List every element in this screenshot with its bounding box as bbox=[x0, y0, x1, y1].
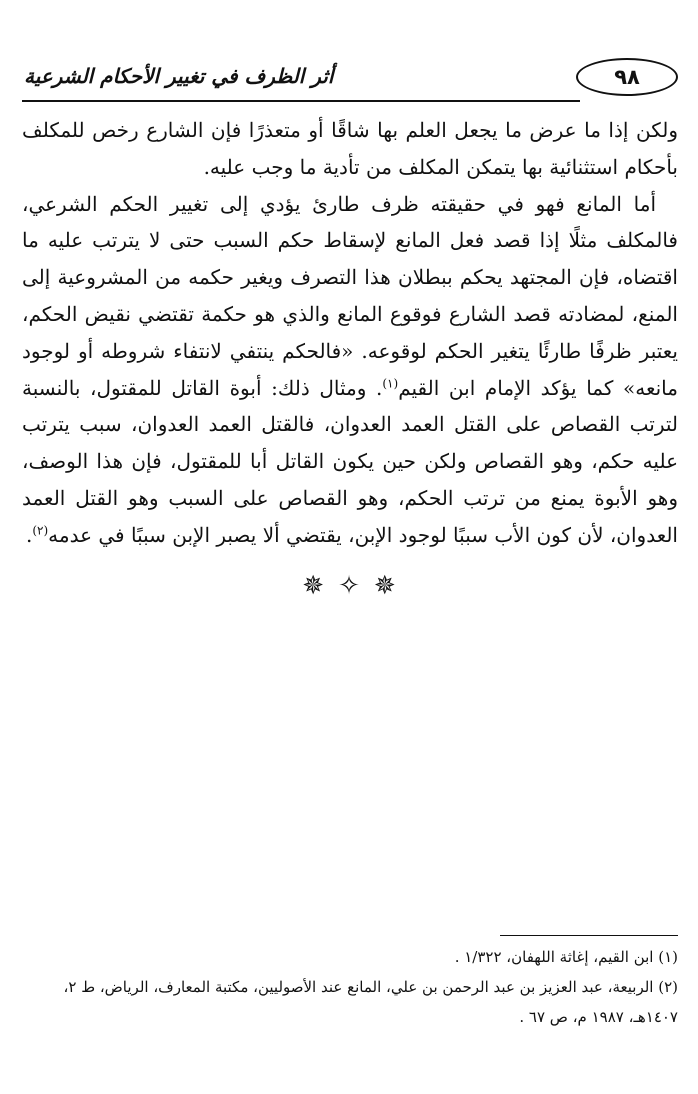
star-ornament-icon: ✵ bbox=[373, 571, 396, 601]
star-ornament-icon: ✧ bbox=[338, 571, 360, 601]
page-number: ٩٨ bbox=[576, 58, 678, 96]
footnote-rule bbox=[500, 935, 678, 936]
paragraph-obstacle bbox=[22, 186, 678, 554]
star-ornament-icon: ✵ bbox=[302, 571, 325, 601]
footnote-ref-2[interactable]: (٢) bbox=[32, 523, 49, 538]
paragraph-continuation bbox=[22, 112, 678, 186]
section-divider-ornaments bbox=[0, 572, 698, 600]
footnote-1: (١) ابن القيم، إغاثة اللهفان، ١/٣٢٢ . bbox=[454, 948, 678, 966]
body-line-2: بأحكام استثنائية بها يتمكن المكلف من تأدية ما وجب عليه. bbox=[203, 154, 678, 179]
paragraph-text: . ومثال ذلك: أبوة القاتل للمقتول، بالنسبة لترتب القصاص على القتل العمد العدوان، فالقتل العمد العدوان، سبب يترتب عليه حكم، وهو القصاص ولكن حين يكون القاتل أبا للمقتول، فإن هذا الوصف، وهو الأبوة يمنع من ترتب الحكم، وهو القصاص على السبب وهو القتل العمد العدوان، لأن كون الأب سببًا لوجود الإبن، يقتضي ألا يصبر الإبن سببًا في عدمه bbox=[22, 375, 678, 547]
footnote-2: (٢) الربيعة، عبد العزيز بن عبد الرحمن بن علي، المانع عند الأصوليين، مكتبة المعارف، الرياض، ط ٢، ١٤٠٧هـ، ١٩٨٧ م، ص ٦٧ . bbox=[63, 978, 678, 1026]
paragraph-end: . bbox=[25, 522, 33, 547]
page-header bbox=[22, 58, 678, 104]
header-rule bbox=[22, 100, 580, 102]
footnote-ref-1[interactable]: (١) bbox=[382, 375, 399, 390]
paragraph-text: أما المانع فهو في حقيقته ظرف طارئ يؤدي إلى تغيير الحكم الشرعي، فالمكلف مثلًا إذا قصد فعل المانع لإسقاط حكم السبب حتى لا يترتب عليه ما اقتضاه، فإن المجتهد يحكم ببطلان هذا التصرف ويغير حكمه من المشروعية إلى المنع، لمضادته قصد الشارع فوقوع المانع والذي هو حكمة تقتضي نقيض الحكم، يعتبر ظرفًا طارئًا يتغير الحكم لوقوعه. «فالحكم ينتفي لانتفاء شروطه أو لوجود مانعه» كما يؤكد الإمام ابن القيم bbox=[22, 191, 678, 400]
main-text bbox=[22, 112, 678, 554]
body-line-1: ولكن إذا ما عرض ما يجعل العلم بها شاقًا أو متعذرًا فإن الشارع رخص للمكلف bbox=[22, 118, 678, 142]
footnotes bbox=[22, 942, 678, 1032]
running-title: أثر الظرف في تغيير الأحكام الشرعية bbox=[24, 64, 334, 88]
